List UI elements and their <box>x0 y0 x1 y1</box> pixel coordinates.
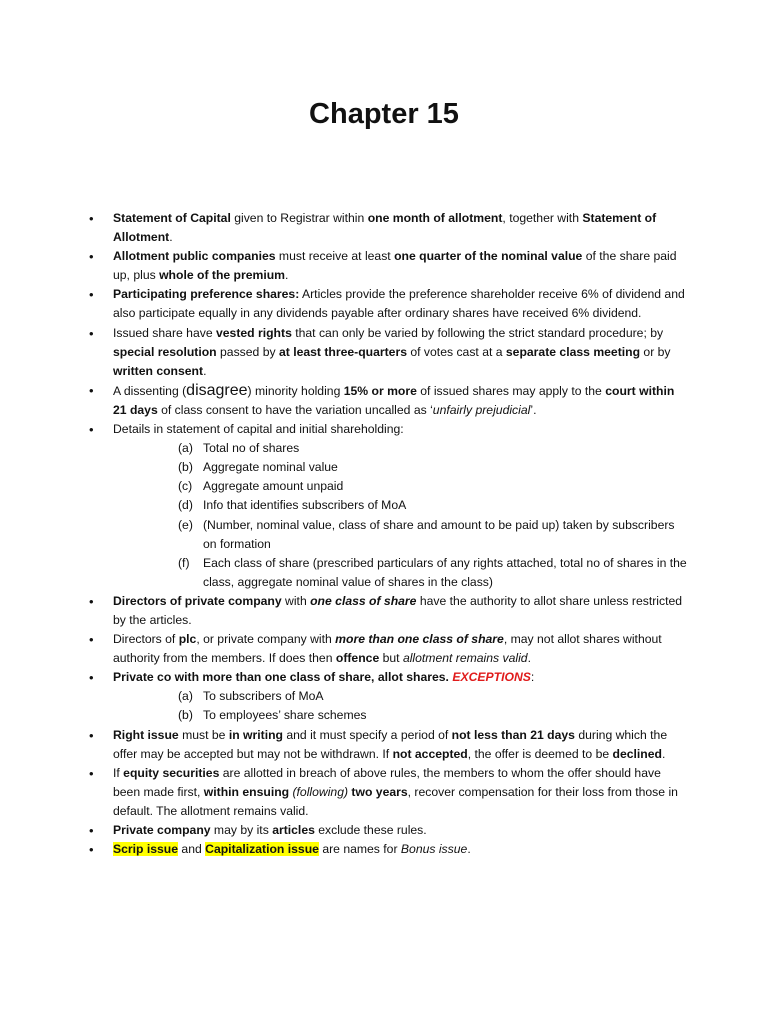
bullet-dissenting-minority <box>89 381 689 420</box>
bold-text: plc <box>178 632 197 647</box>
italic-text: (following) <box>292 784 349 799</box>
bold-text: one quarter of the nominal value <box>394 249 583 264</box>
bold-text: at least three-quarters <box>278 344 407 359</box>
bold-text: Statement of Capital <box>113 211 231 225</box>
text: must be <box>178 727 229 742</box>
bold-text: special resolution <box>113 344 217 359</box>
sub-list-item <box>178 516 689 554</box>
text: with <box>281 593 311 608</box>
sub-list-item <box>178 439 689 458</box>
large-text: disagree <box>186 381 248 399</box>
item-label: (a) <box>178 441 193 456</box>
bullet-bonus-issue <box>89 840 689 859</box>
text: . <box>285 268 289 283</box>
text: are allotted in breach of above rules, the members to whom the offer should have been made first, <box>113 765 661 799</box>
item-text: To subscribers of MoA <box>203 689 324 704</box>
bold-text: offence <box>335 651 380 666</box>
page-title: Chapter 15 <box>309 98 459 130</box>
sub-list-item <box>178 496 689 515</box>
text: : <box>530 670 535 685</box>
bullet-statement-of-capital <box>89 209 689 247</box>
bullet-allotment-public <box>89 247 689 285</box>
text: , the offer is deemed to be <box>467 746 613 761</box>
item-text: Total no of shares <box>203 441 300 456</box>
highlighted-text: Scrip issue <box>113 842 179 857</box>
text: ) minority holding <box>247 383 344 398</box>
text: during which the offer may be accepted but may not be withdrawn. If <box>113 727 668 761</box>
bold-text: Private company <box>113 823 211 837</box>
text: are names for <box>318 842 401 857</box>
text: , may not allot shares without authority from the members. If does then <box>113 632 662 666</box>
bold-text: equity securities <box>123 765 220 780</box>
italic-text: unfairly prejudicial <box>432 402 531 417</box>
text: passed by <box>216 344 279 359</box>
item-label: (c) <box>178 479 193 494</box>
exceptions-label: EXCEPTIONS <box>452 670 531 685</box>
bullet-private-company-articles <box>89 821 689 840</box>
text: of issued shares may apply to the <box>416 383 606 398</box>
italic-text: allotment remains valid <box>402 651 528 666</box>
bullet-private-co-exceptions <box>89 668 689 725</box>
sub-list-item <box>178 706 689 725</box>
text: Details in statement of capital and initial shareholding: <box>113 422 404 437</box>
text: of class consent to have the variation uncalled as ‘ <box>157 402 433 417</box>
text: that can only be varied by following the strict standard procedure; by <box>291 325 664 340</box>
text: must receive at least <box>275 249 395 264</box>
text: ’. <box>530 402 537 417</box>
bold-text: 15% or more <box>343 383 417 398</box>
text: given to Registrar within <box>230 211 368 225</box>
bold-text: not accepted <box>392 746 468 761</box>
text: , recover compensation for their loss from those in default. The allotment remains valid. <box>113 784 678 818</box>
italic-text: Bonus issue <box>400 842 468 857</box>
text: Directors of <box>113 632 179 647</box>
bullet-directors-plc <box>89 630 689 668</box>
bold-italic-text: one class of share <box>310 593 417 608</box>
text: A dissenting ( <box>113 383 187 398</box>
item-text: Each class of share (prescribed particulars of any rights attached, total no of shares in the class, aggregate nominal value of shares in the class) <box>203 555 687 589</box>
bold-text: written consent <box>113 363 204 378</box>
text: of votes cast at a <box>407 344 506 359</box>
text: and it must specify a period of <box>282 727 452 742</box>
highlighted-text: Capitalization issue <box>205 842 319 857</box>
bold-text: vested rights <box>215 325 292 340</box>
item-label: (b) <box>178 708 193 723</box>
item-label: (f) <box>178 555 190 570</box>
bold-text: whole of the premium <box>159 268 286 283</box>
text: of the share paid up, plus <box>113 249 677 283</box>
bold-text: court within 21 days <box>113 383 675 417</box>
bold-text: Private co with more than one class of share, allot shares. <box>113 670 449 685</box>
text: , or private company with <box>196 632 336 647</box>
item-text: (Number, nominal value, class of share and amount to be paid up) taken by subscribers on formation <box>203 517 675 551</box>
text: or by <box>640 344 671 359</box>
bold-text: Directors of private company <box>113 593 282 608</box>
item-text: To employees’ share schemes <box>203 708 367 723</box>
text: , together with <box>502 211 583 225</box>
bold-text: one month of allotment <box>367 211 503 225</box>
item-label: (d) <box>178 498 193 513</box>
text: Issued share have <box>113 325 216 340</box>
bold-text: articles <box>272 823 315 837</box>
text: have the authority to allot share unless restricted by the articles. <box>113 593 683 627</box>
item-label: (e) <box>178 517 193 532</box>
sub-list-item <box>178 477 689 496</box>
bullet-right-issue <box>89 726 689 764</box>
text: . <box>467 842 471 857</box>
bullet-statement-details <box>89 420 689 592</box>
bold-text: Participating preference shares: <box>113 287 300 302</box>
item-text: Aggregate nominal value <box>203 460 338 475</box>
text: . <box>203 363 207 378</box>
document-body <box>89 209 689 859</box>
text: . <box>169 230 173 245</box>
text: may by its <box>210 823 273 837</box>
sub-list-item <box>178 687 689 706</box>
sub-list-item <box>178 554 689 592</box>
text: Articles provide the preference shareholder receive 6% of dividend and also participate equally in any dividends payable after ordinary shares have received 6% dividend. <box>113 287 685 321</box>
sub-list-item <box>178 458 689 477</box>
bullet-list <box>89 209 689 859</box>
item-text: Info that identifies subscribers of MoA <box>203 498 407 513</box>
bullet-participating-preference <box>89 285 689 323</box>
text: but <box>379 651 403 666</box>
item-text: Aggregate amount unpaid <box>203 479 344 494</box>
bold-text: Statement of Allotment <box>113 211 657 245</box>
text: If <box>113 765 124 780</box>
bold-text: within ensuing <box>203 784 290 799</box>
item-label: (a) <box>178 689 193 704</box>
text: . <box>527 651 531 666</box>
bullet-equity-securities <box>89 764 689 821</box>
bold-text: not less than 21 days <box>451 727 575 742</box>
item-label: (b) <box>178 460 193 475</box>
bold-text: separate class meeting <box>505 344 641 359</box>
bold-text: Allotment public companies <box>113 249 276 264</box>
text: . <box>661 746 666 761</box>
bullet-directors-private <box>89 592 689 630</box>
bold-text: Right issue <box>113 727 179 742</box>
bullet-vested-rights <box>89 324 689 381</box>
text: and <box>178 842 206 857</box>
sub-list-details <box>113 439 689 592</box>
bold-text: two years <box>351 784 408 799</box>
sub-list-exceptions <box>113 687 689 725</box>
text: exclude these rules. <box>314 823 427 837</box>
bold-italic-text: more than one class of share <box>335 632 504 647</box>
bold-text: in writing <box>228 727 283 742</box>
bold-text: declined <box>612 746 662 761</box>
